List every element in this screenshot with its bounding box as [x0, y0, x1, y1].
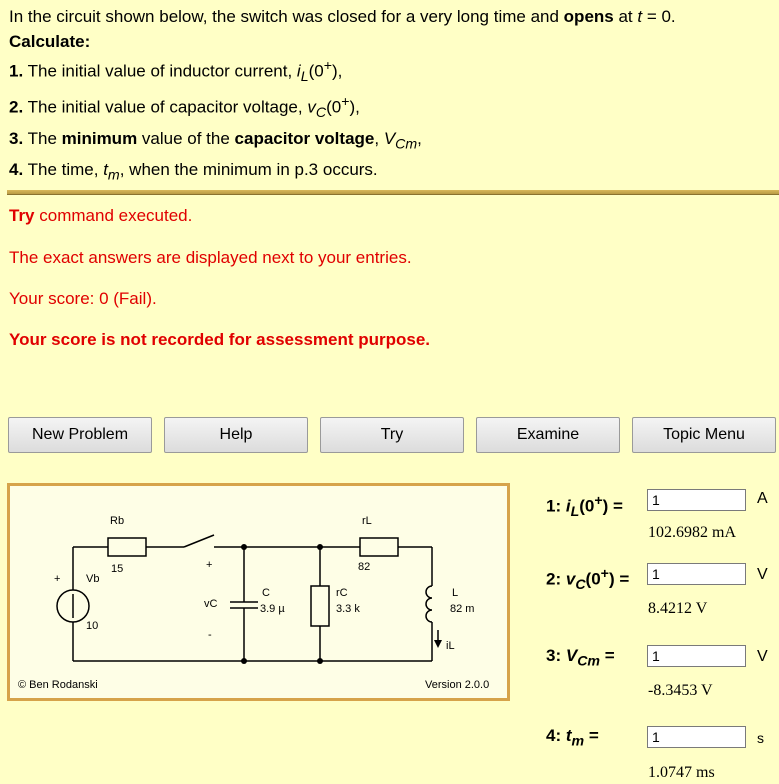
problem-intro: In the circuit shown below, the switch was closed for a very long time and opens at t = 0. — [9, 7, 676, 26]
answer-1-unit: A — [757, 490, 768, 507]
circuit-diagram — [10, 486, 507, 698]
vc-label: vC — [204, 598, 218, 610]
answer-4-input[interactable] — [647, 726, 746, 748]
try-message: Try command executed. — [9, 206, 193, 225]
score-message: Your score: 0 (Fail). — [9, 289, 157, 308]
vb-value-10: 10 — [86, 620, 99, 632]
section-divider — [7, 190, 779, 195]
vb-value-15: 15 — [111, 563, 124, 575]
problem-statement — [9, 4, 676, 189]
rl-value: 82 — [358, 561, 371, 573]
new-problem-button[interactable]: New Problem — [8, 417, 152, 453]
rc-label: rC — [336, 587, 348, 599]
answer-4-unit: s — [757, 730, 764, 746]
topic-menu-button[interactable]: Topic Menu — [632, 417, 776, 453]
vb-label: Vb — [86, 573, 100, 585]
answer-1-exact: 102.6982 mA — [648, 524, 736, 541]
answer-3-label: 3: $V_{Cm}$ = — [546, 646, 615, 670]
not-recorded-message: Your score is not recorded for assessment purpose. — [9, 330, 431, 349]
answer-2-exact: 8.4212 V — [648, 600, 708, 617]
rl-label: rL — [362, 515, 372, 527]
question-3: 3. The minimum value of the capacitor voltage, $V_{Cm}$, — [9, 129, 422, 153]
resistor-rl-symbol — [360, 538, 398, 556]
vc-minus-label: - — [208, 629, 212, 641]
question-4: 4. The time, $t_m$, when the minimum in p.3 occurs. — [9, 160, 378, 184]
question-1: 1. The initial value of inductor current, $i_L(0^+)$, — [9, 58, 343, 86]
circuit-diagram-panel — [7, 483, 510, 701]
l-value: 82 m — [450, 603, 475, 615]
rc-value: 3.3 k — [336, 603, 360, 615]
switch-plus-label: + — [206, 559, 213, 571]
version-label: Version 2.0.0 — [425, 679, 490, 691]
vb-plus-label: + — [54, 573, 61, 585]
question-2: 2. The initial value of capacitor voltage, $v_C(0^+)$, — [9, 94, 360, 122]
resistor-rb-symbol — [108, 538, 146, 556]
inductor-symbol — [426, 586, 432, 622]
answer-4-exact: 1.0747 ms — [648, 764, 715, 781]
answer-2-input[interactable] — [647, 563, 746, 585]
resistor-rc-symbol — [311, 586, 329, 626]
il-label: iL — [446, 640, 455, 652]
copyright-label: © Ben Rodanski — [18, 679, 98, 691]
rb-label: Rb — [110, 515, 125, 527]
switch-symbol — [184, 535, 214, 547]
l-label: L — [452, 587, 459, 599]
answer-3-input[interactable] — [647, 645, 746, 667]
help-button[interactable]: Help — [164, 417, 308, 453]
examine-button[interactable]: Examine — [476, 417, 620, 453]
answer-3-exact: -8.3453 V — [648, 682, 713, 699]
c-value: 3.9 µ — [260, 603, 285, 615]
answer-2-unit: V — [757, 566, 768, 583]
answer-1-input[interactable] — [647, 489, 746, 511]
c-label: C — [262, 587, 270, 599]
try-button[interactable]: Try — [320, 417, 464, 453]
answer-2-label: 2: $v_C(0^+)$ = — [546, 566, 630, 594]
answer-1-label: 1: $i_L(0^+)$ = — [546, 493, 623, 521]
answer-4-label: 4: $t_m$ = — [546, 726, 599, 750]
calculate-heading: Calculate: — [9, 32, 91, 51]
exact-answers-message: The exact answers are displayed next to your entries. — [9, 248, 412, 267]
answer-3-unit: V — [757, 648, 768, 665]
